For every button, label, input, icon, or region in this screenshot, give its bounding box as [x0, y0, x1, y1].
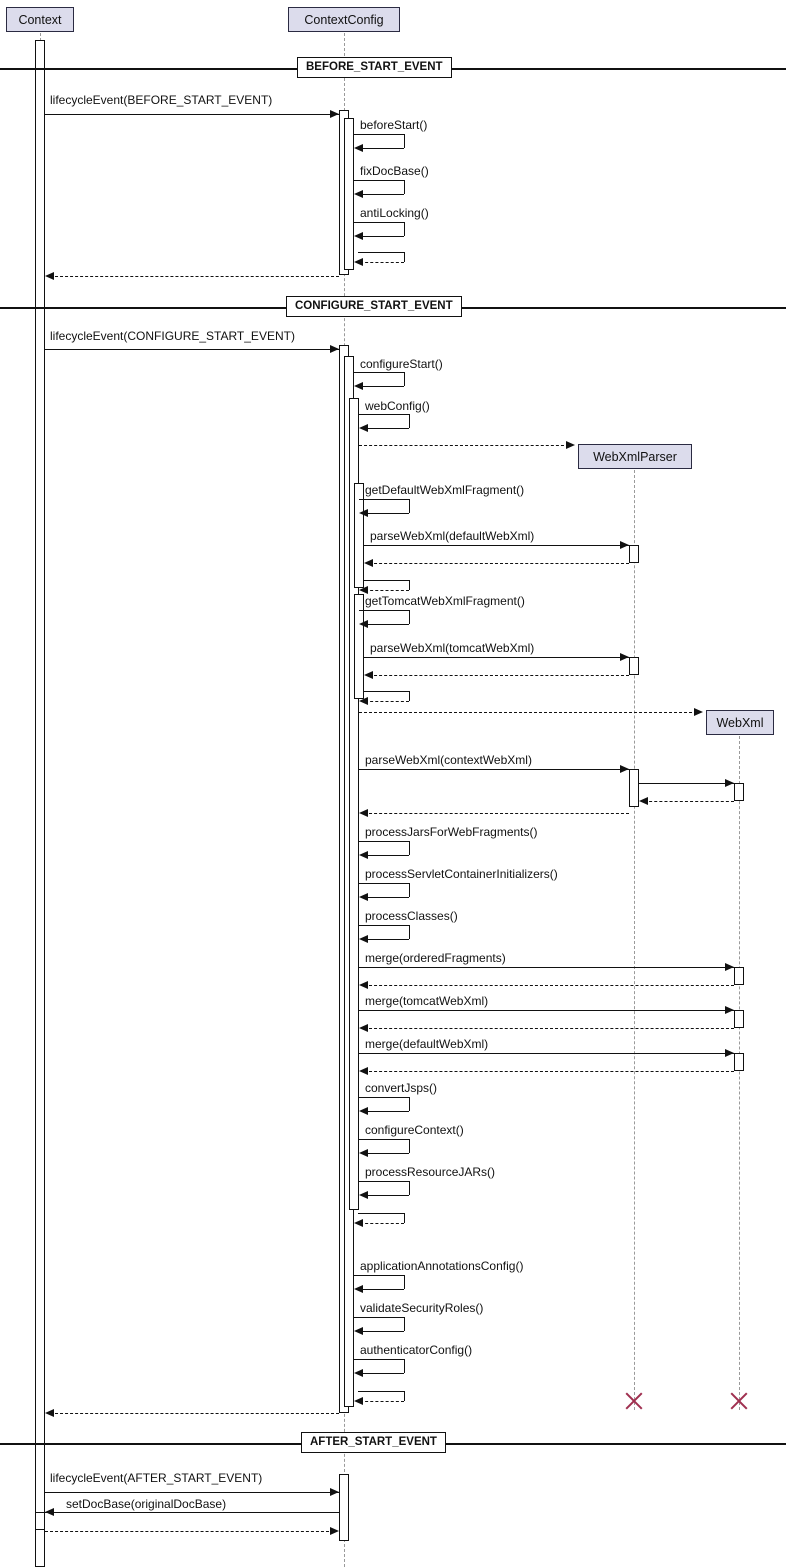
arrowhead-fixdocbase: [354, 190, 363, 198]
message-line-configurestart-return: [360, 1401, 404, 1402]
arrowhead-getdefaultfragment: [359, 509, 368, 517]
message-label-processclasses: processClasses(): [365, 909, 458, 923]
message-line-gettomcatfragment-top: [359, 610, 409, 611]
message-label-gettomcatfragment: getTomcatWebXmlFragment(): [365, 594, 525, 608]
arrowhead-merge-orderedfragments-return: [359, 981, 368, 989]
activation-context-setdocbase: [35, 1512, 45, 1530]
message-line-merge-tomcatwebxml-return: [364, 1028, 734, 1029]
arrowhead-processclasses: [359, 935, 368, 943]
message-line-processjars-bottom: [365, 855, 409, 856]
message-line-getdefaultfragment-return-top: [363, 580, 409, 581]
message-label-parse-tomcatwebxml: parseWebXml(tomcatWebXml): [370, 641, 535, 655]
arrowhead-webconfig-return: [354, 1219, 363, 1227]
activation-webxmlparser-context: [629, 769, 639, 807]
message-line-configure-return-context: [50, 1413, 339, 1414]
message-line-authenticatorconfig-top: [354, 1359, 404, 1360]
message-label-appannotations: applicationAnnotationsConfig(): [360, 1259, 524, 1273]
message-line-webconfig-bottom: [365, 428, 409, 429]
participant-webxml[interactable]: WebXml: [706, 710, 774, 735]
message-line-getdefaultfragment-bottom: [365, 513, 409, 514]
arrowhead-parse-contextwebxml-return: [359, 809, 368, 817]
arrowhead-after-start-return: [330, 1527, 339, 1535]
message-line-configurestart-bottom: [360, 386, 404, 387]
message-line-fixdocbase-top: [354, 180, 404, 181]
message-label-fixdocbase: fixDocBase(): [360, 164, 429, 178]
message-line-after-start-return: [45, 1531, 334, 1532]
message-line-convertjsps-top: [359, 1097, 409, 1098]
message-line-before-start-return: [50, 276, 339, 277]
lifeline-webxml: [739, 736, 740, 1410]
message-label-lifecycle-before-start: lifecycleEvent(BEFORE_START_EVENT): [50, 93, 273, 107]
arrowhead-setdocbase: [45, 1508, 54, 1516]
activation-webxml-merge2: [734, 1010, 744, 1028]
message-label-webconfig: webConfig(): [365, 399, 430, 413]
message-line-parse-contextwebxml: [359, 769, 629, 770]
message-line-parse-contextwebxml-return: [364, 813, 629, 814]
separator-configure-start-event: CONFIGURE_START_EVENT: [286, 296, 462, 317]
message-label-getdefaultfragment: getDefaultWebXmlFragment(): [365, 483, 525, 497]
message-line-configurestart-top: [354, 372, 404, 373]
message-line-merge-tomcatwebxml: [359, 1010, 734, 1011]
arrowhead-merge-orderedfragments: [725, 963, 734, 971]
activation-webxmlparser-default: [629, 545, 639, 563]
arrowhead-parse-defaultwebxml-return: [364, 559, 373, 567]
message-label-authenticatorconfig: authenticatorConfig(): [360, 1343, 473, 1357]
activation-webxmlparser-tomcat: [629, 657, 639, 675]
message-line-validatesecurityroles-top: [354, 1317, 404, 1318]
arrowhead-processjars: [359, 851, 368, 859]
arrowhead-antilocking: [354, 232, 363, 240]
message-label-validatesecurityroles: validateSecurityRoles(): [360, 1301, 484, 1315]
arrowhead-lifecycle-configure-start: [330, 345, 339, 353]
arrowhead-before-start: [354, 144, 363, 152]
message-label-processsci: processServletContainerInitializers(): [365, 867, 558, 881]
arrowhead-getdefaultfragment-return: [359, 586, 368, 594]
message-label-convertjsps: convertJsps(): [365, 1081, 438, 1095]
message-line-processjars-top: [359, 841, 409, 842]
activation-context-main: [35, 40, 45, 1567]
message-line-before-start-bottom: [360, 148, 404, 149]
message-line-parse-defaultwebxml: [364, 545, 629, 546]
participant-webxmlparser[interactable]: WebXmlParser: [578, 444, 692, 469]
message-line-merge-defaultwebxml-return: [364, 1071, 734, 1072]
arrowhead-parse-tomcatwebxml: [620, 653, 629, 661]
message-label-setdocbase: setDocBase(originalDocBase): [66, 1497, 227, 1511]
arrowhead-parse-defaultwebxml: [620, 541, 629, 549]
arrowhead-configurestart-return: [354, 1397, 363, 1405]
message-label-processresourcejars: processResourceJARs(): [365, 1165, 496, 1179]
message-line-merge-defaultwebxml: [359, 1053, 734, 1054]
message-line-appannotations-top: [354, 1275, 404, 1276]
destroy-marker-webxmlparser: [624, 1391, 644, 1411]
message-line-parse-contextwebxml-inner: [639, 783, 734, 784]
arrowhead-merge-tomcatwebxml: [725, 1006, 734, 1014]
message-line-before-start-return-top: [358, 252, 404, 253]
arrowhead-configurecontext: [359, 1149, 368, 1157]
arrowhead-appannotations: [354, 1285, 363, 1293]
arrowhead-webconfig: [359, 424, 368, 432]
message-line-create-webxmlparser: [359, 445, 569, 446]
arrowhead-validatesecurityroles: [354, 1327, 363, 1335]
message-line-webconfig-top: [359, 414, 409, 415]
separator-before-start-event: BEFORE_START_EVENT: [297, 57, 452, 78]
message-line-getdefaultfragment-return: [365, 590, 409, 591]
message-line-gettomcatfragment-return: [365, 701, 409, 702]
arrowhead-authenticatorconfig: [354, 1369, 363, 1377]
message-line-lifecycle-after-start: [45, 1492, 339, 1493]
message-label-before-start: beforeStart(): [360, 118, 428, 132]
arrowhead-parse-contextwebxml-inner: [725, 779, 734, 787]
message-line-setdocbase: [45, 1512, 339, 1513]
participant-context[interactable]: Context: [6, 7, 74, 32]
message-line-processclasses-bottom: [365, 939, 409, 940]
message-line-merge-orderedfragments: [359, 967, 734, 968]
message-label-configurestart: configureStart(): [360, 357, 443, 371]
message-label-configurecontext: configureContext(): [365, 1123, 464, 1137]
message-label-antilocking: antiLocking(): [360, 206, 429, 220]
message-line-merge-orderedfragments-return: [364, 985, 734, 986]
message-line-gettomcatfragment-bottom: [365, 624, 409, 625]
message-line-getdefaultfragment-top: [359, 499, 409, 500]
arrowhead-before-start-return-self: [354, 258, 363, 266]
activation-contextconfig-before-inner: [344, 118, 354, 270]
message-line-processclasses-top: [359, 925, 409, 926]
message-line-parse-tomcatwebxml-return: [369, 675, 629, 676]
message-line-lifecycle-configure-start: [45, 349, 339, 350]
message-label-merge-orderedfragments: merge(orderedFragments): [365, 951, 506, 965]
message-line-parse-contextwebxml-inner-return: [644, 801, 734, 802]
message-line-before-start-top: [354, 134, 404, 135]
arrowhead-merge-defaultwebxml-return: [359, 1067, 368, 1075]
arrowhead-merge-tomcatwebxml-return: [359, 1024, 368, 1032]
message-label-merge-defaultwebxml: merge(defaultWebXml): [365, 1037, 489, 1051]
message-line-parse-tomcatwebxml: [364, 657, 629, 658]
message-line-antilocking-bottom: [360, 236, 404, 237]
message-line-configurecontext-top: [359, 1139, 409, 1140]
message-line-configurecontext-bottom: [365, 1153, 409, 1154]
message-line-appannotations-bottom: [360, 1289, 404, 1290]
message-line-before-start-return-self: [360, 262, 404, 263]
message-label-lifecycle-configure-start: lifecycleEvent(CONFIGURE_START_EVENT): [50, 329, 295, 343]
message-line-processresourcejars-bottom: [365, 1195, 409, 1196]
arrowhead-parse-contextwebxml-inner-return: [639, 797, 648, 805]
separator-after-start-event: AFTER_START_EVENT: [301, 1432, 446, 1453]
arrowhead-create-webxml: [694, 708, 703, 716]
arrowhead-gettomcatfragment: [359, 620, 368, 628]
activation-webxml-parse: [734, 783, 744, 801]
message-line-convertjsps-bottom: [365, 1111, 409, 1112]
arrowhead-processresourcejars: [359, 1191, 368, 1199]
arrowhead-configure-return-context: [45, 1409, 54, 1417]
message-line-antilocking-top: [354, 222, 404, 223]
arrowhead-lifecycle-after-start: [330, 1488, 339, 1496]
message-line-configurestart-return-top: [358, 1391, 404, 1392]
message-line-gettomcatfragment-return-top: [363, 691, 409, 692]
arrowhead-processsci: [359, 893, 368, 901]
participant-contextconfig[interactable]: ContextConfig: [288, 7, 400, 32]
arrowhead-gettomcatfragment-return: [359, 697, 368, 705]
message-line-processsci-top: [359, 883, 409, 884]
activation-webxml-merge3: [734, 1053, 744, 1071]
activation-contextconfig-after: [339, 1474, 349, 1541]
arrowhead-convertjsps: [359, 1107, 368, 1115]
message-line-fixdocbase-bottom: [360, 194, 404, 195]
arrowhead-lifecycle-before-start: [330, 110, 339, 118]
message-line-authenticatorconfig-bottom: [360, 1373, 404, 1374]
arrowhead-merge-defaultwebxml: [725, 1049, 734, 1057]
lifeline-webxmlparser: [634, 470, 635, 1410]
message-line-validatesecurityroles-bottom: [360, 1331, 404, 1332]
message-line-processresourcejars-top: [359, 1181, 409, 1182]
message-line-parse-defaultwebxml-return: [369, 563, 629, 564]
destroy-marker-webxml: [729, 1391, 749, 1411]
message-label-parse-defaultwebxml: parseWebXml(defaultWebXml): [370, 529, 535, 543]
arrowhead-before-start-return: [45, 272, 54, 280]
message-line-webconfig-return-top: [358, 1213, 404, 1214]
message-line-webconfig-return: [360, 1223, 404, 1224]
arrowhead-create-webxmlparser: [566, 441, 575, 449]
arrowhead-configurestart: [354, 382, 363, 390]
arrowhead-parse-tomcatwebxml-return: [364, 671, 373, 679]
message-label-processjars: processJarsForWebFragments(): [365, 825, 538, 839]
message-label-merge-tomcatwebxml: merge(tomcatWebXml): [365, 994, 489, 1008]
message-line-create-webxml: [359, 712, 697, 713]
activation-webxml-merge1: [734, 967, 744, 985]
message-label-parse-contextwebxml: parseWebXml(contextWebXml): [365, 753, 532, 767]
message-line-processsci-bottom: [365, 897, 409, 898]
message-label-lifecycle-after-start: lifecycleEvent(AFTER_START_EVENT): [50, 1471, 263, 1485]
arrowhead-parse-contextwebxml: [620, 765, 629, 773]
message-line-lifecycle-before-start: [45, 114, 339, 115]
